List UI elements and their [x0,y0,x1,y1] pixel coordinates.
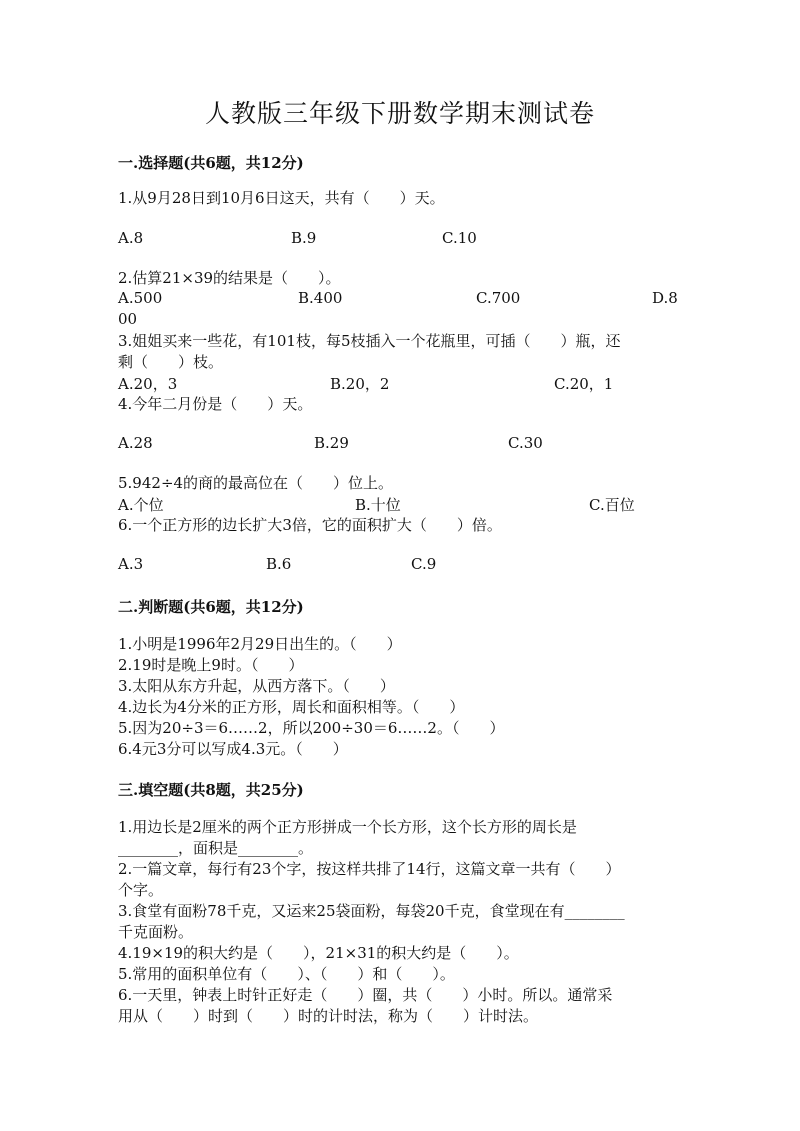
option-b: B.9 [291,229,317,247]
question-text: 3.食堂有面粉78千克，又运来25袋面粉，每袋20千克，食堂现在有________ [118,902,625,920]
option-b: B.十位 [355,496,401,514]
option-d-wrap: 00 [118,310,138,328]
question-text: 2.一篇文章，每行有23个字，按这样共排了14行，这篇文章一共有（ ） [118,860,621,878]
section-heading-judgement: 二.判断题(共6题，共12分) [118,598,304,616]
option-c: C.9 [411,555,437,573]
option-b: B.6 [266,555,292,573]
question-text: 5.942÷4的商的最高位在（ ）位上。 [118,474,394,492]
judgement-item: 4.边长为4分米的正方形，周长和面积相等。（ ） [118,698,465,716]
option-b: B.20，2 [330,375,390,393]
question-text: 6.一天里，钟表上时针正好走（ ）圈，共（ ）小时。所以。通常采 [118,986,613,1004]
question-text: 6.一个正方形的边长扩大3倍，它的面积扩大（ ）倍。 [118,516,502,534]
question-text-continued: ________，面积是________。 [118,839,314,857]
option-c: C.30 [508,434,543,452]
option-d: D.8 [652,289,678,307]
question-text-continued: 剩（ ）枝。 [118,353,224,371]
option-a: A.3 [118,555,144,573]
question-text-continued: 千克面粉。 [118,923,194,941]
option-b: B.29 [314,434,349,452]
option-a: A.20，3 [118,375,178,393]
option-c: C.百位 [589,496,635,514]
question-text: 5.常用的面积单位有（ ）、（ ）和（ ）。 [118,965,455,983]
judgement-item: 3.太阳从东方升起，从西方落下。（ ） [118,677,395,695]
question-text: 2.估算21×39的结果是（ ）。 [118,269,341,287]
option-a: A.8 [118,229,144,247]
page-title: 人教版三年级下册数学期末测试卷 [204,99,595,128]
judgement-item: 6.4元3分可以写成4.3元。（ ） [118,740,348,758]
question-text: 1.用边长是2厘米的两个正方形拼成一个长方形，这个长方形的周长是 [118,818,577,836]
option-a: A.28 [118,434,153,452]
option-c: C.20，1 [554,375,614,393]
question-text-continued: 用从（ ）时到（ ）时的计时法，称为（ ）计时法。 [118,1007,539,1025]
section-heading-fill-blank: 三.填空题(共8题，共25分) [118,781,304,799]
question-text: 4.19×19的积大约是（ ），21×31的积大约是（ ）。 [118,944,519,962]
judgement-item: 1.小明是1996年2月29日出生的。（ ） [118,635,402,653]
question-text-continued: 个字。 [118,881,164,899]
option-c: C.10 [442,229,477,247]
option-c: C.700 [476,289,521,307]
section-heading-choice: 一.选择题(共6题，共12分) [118,154,304,172]
option-b: B.400 [298,289,343,307]
judgement-item: 2.19时是晚上9时。（ ） [118,656,304,674]
option-a: A.500 [118,289,163,307]
question-text: 4.今年二月份是（ ）天。 [118,395,313,413]
question-text: 1.从9月28日到10月6日这天，共有（ ）天。 [118,189,445,207]
option-a: A.个位 [118,496,164,514]
question-text: 3.姐姐买来一些花，有101枝，每5枝插入一个花瓶里，可插（ ）瓶，还 [118,332,621,350]
judgement-item: 5.因为20÷3＝6……2，所以200÷30＝6……2。（ ） [118,719,505,737]
